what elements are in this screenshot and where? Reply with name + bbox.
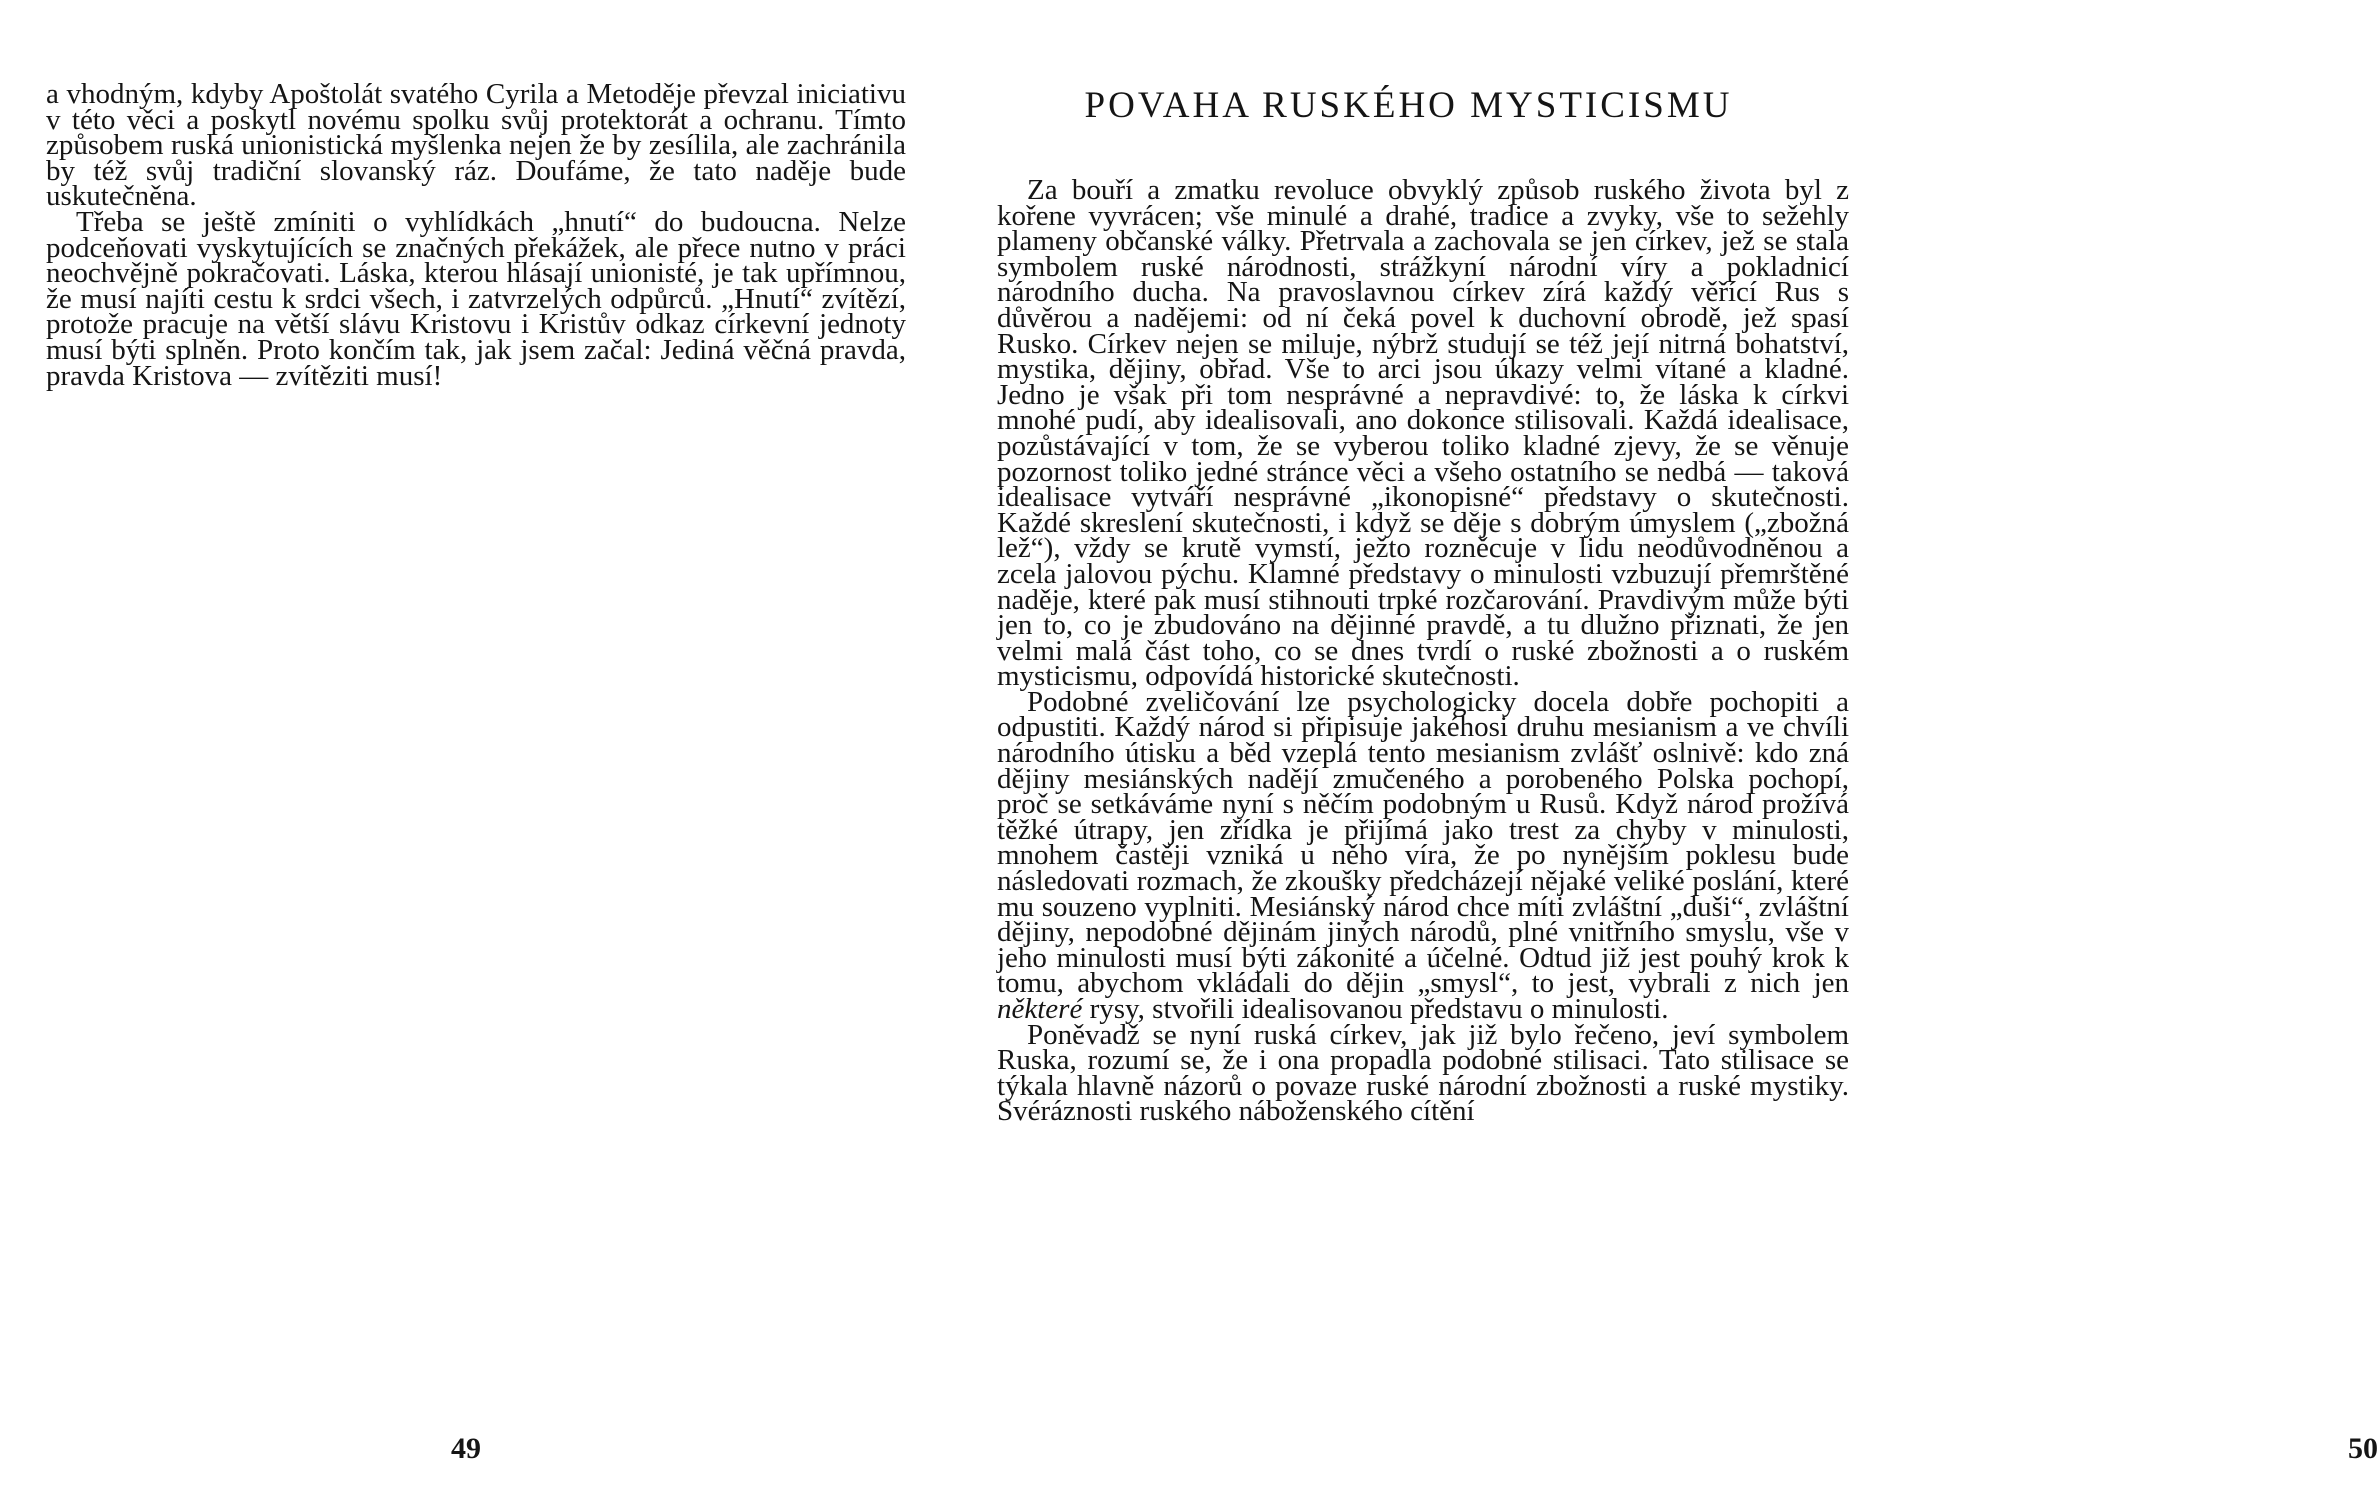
right-paragraph-2 [997,685,1849,1025]
left-paragraph-1: a vhodným, kdyby Apoštolát svatého Cyrila a Metoděje převzal iniciativu v této věci a poskytl novému spolku svůj protektorát a ochranu. Tímto způsobem ruská unionistická myšlenka nejen že by zesílila, ale zachránila by též svůj tradiční slovanský ráz. Doufáme, že tato naděje bude uskutečněna. [46,78,906,213]
right-paragraph-2-part-1: Podobné zveličování lze psychologicky docela dobře pochopiti a odpustiti. Každý národ si připisuje jakéhosi druhu mesianism a ve chvíli národního útisku a běd vzeplá tento mesianism zvlášť oslnivě: kdo zná dějiny mesiánských nadějí zmučeného a porobeného Polska pochopí, proč se setkáváme nyní s něčím podobným u Rusů. Když národ prožívá těžké útrapy, jen zřídka je přijímá jako trest za chyby v minulosti, mnohem častěji vzniká u něho víra, že po nynějším poklesu bude následovati rozmach, že zkoušky předcházejí nějaké veliké poslání, které mu souzeno vyplniti. Mesiánský národ chce míti zvláštní „duši“, zvláštní dějiny, nepodobné dějinám jiných národů, plné vnitřního smyslu, vše v jeho minulosti musí býti zákonité a účelné. Odtud již jest pouhý krok k tomu, abychom vkládali do dějin „smysl“, to jest, vybrali z nich jen [997,685,1849,1000]
right-paragraph-3: Poněvadž se nyní ruská církev, jak již bylo řečeno, jeví symbolem Ruska, rozumí se, že i ona propadla podobné stilisaci. Tato stilisace se týkala hlavně názorů o povaze ruské národní zbožnosti a ruské mystiky. Svéráznosti ruského náboženského cítění [997,1018,1849,1128]
right-paragraph-1: Za bouří a zmatku revoluce obvyklý způsob ruského života byl z kořene vyvrácen; vše minulé a drahé, tradice a zvyky, vše to sežehly plameny občanské války. Přetrvala a zachovala se jen církev, jež se stala symbolem ruské národnosti, strážkyní národní víry a pokladnicí národního ducha. Na pravoslavnou církev zírá každý věřící Rus s důvěrou a nadějemi: od ní čeká povel k duchovní obrodě, jež spasí Rusko. Církev nejen se miluje, nýbrž studují se též její nitrná bohatství, mystika, dějiny, obřad. Vše to arci jsou úkazy velmi vítané a kladné. Jedno je však při tom nesprávné a nepravdivé: to, že láska k církvi mnohé pudí, aby idealisovali, ano dokonce stilisovali. Každá idealisace, pozůstávající v tom, že se vyberou toliko kladné zjevy, že se věnuje pozornost toliko jedné stránce věci a všeho ostatního se nedbá — taková idealisace vytváří nesprávné „ikonopisné“ představy o skutečnosti. Každé skreslení skutečnosti, i když se děje s dobrým úmyslem („zbožná lež“), vždy se krutě vymstí, ježto rozněcuje v lidu neodůvodněnou a zcela jalovou pýchu. Klamné představy o minulosti vzbuzují přemrštěné naděje, které pak musí stihnouti trpké rozčarování. Pravdivým může býti jen to, co je zbudováno na dějinné pravdě, a tu dlužno přiznati, že jen velmi malá část toho, co se dnes tvrdí o ruské zbožnosti a o ruském mysticismu, odpovídá historické skutečnosti. [997,174,1849,693]
left-paragraph-2: Třeba se ještě zmíniti o vyhlídkách „hnutí“ do budoucna. Nelze podceňovati vyskytujících se značných překážek, ale přece nutno v práci neochvějně pokračovati. Láska, kterou hlásají unionisté, je tak upřímnou, že musí najíti cestu k srdci všech, i zatvrzelých odpůrců. „Hnutí“ zvítězí, protože pracuje na větší slávu Kristovu i Kristův odkaz církevní jednoty musí býti splněn. Proto končím tak, jak jsem začal: Jediná věčná pravda, pravda Kristova — zvítěziti musí! [46,205,906,392]
page-number-right: 50 [2348,1432,2378,1465]
right-paragraph-2-part-2: rysy, stvořili idealisovanou představu o minulosti. [1089,993,1669,1025]
right-page-body [997,174,1849,1128]
page-number-left: 49 [451,1432,481,1465]
emphasized-word: některé [997,993,1083,1025]
right-page [939,0,2378,1501]
chapter-title: POVAHA RUSKÉHO MYSTICISMU [1084,85,1733,126]
left-page [0,0,939,1501]
left-page-body [46,78,906,392]
